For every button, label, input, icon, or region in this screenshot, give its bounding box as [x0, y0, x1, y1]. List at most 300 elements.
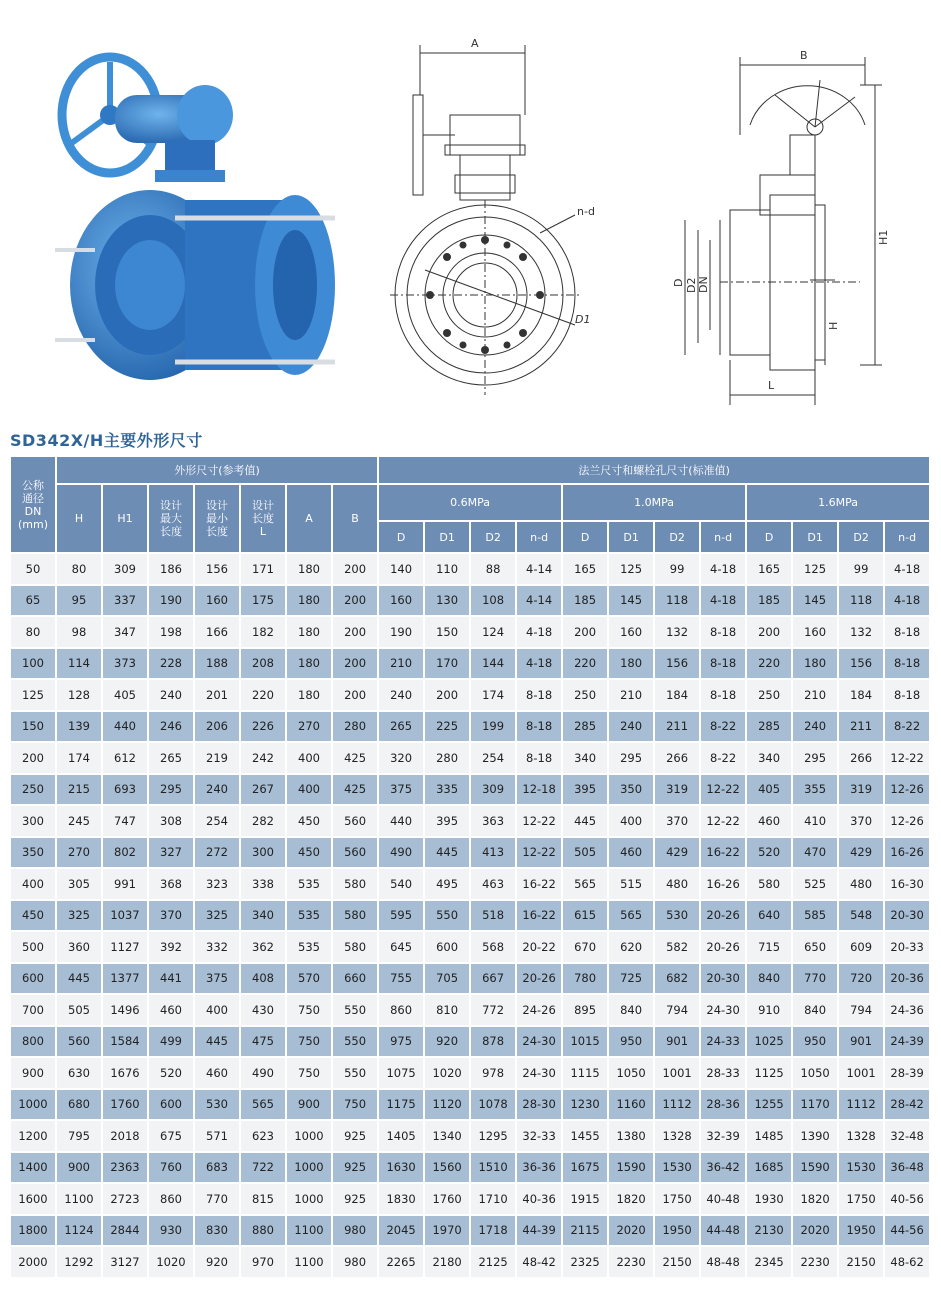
table-cell: 305	[57, 869, 101, 899]
table-cell: 600	[149, 1090, 193, 1120]
table-cell: 370	[655, 806, 699, 836]
col-D: D	[563, 522, 607, 552]
table-cell: 429	[655, 838, 699, 868]
table-cell: 360	[57, 932, 101, 962]
table-cell: 2325	[563, 1247, 607, 1277]
table-cell: 4-18	[701, 586, 745, 616]
table-cell: 830	[195, 1216, 239, 1246]
table-cell: 309	[103, 554, 147, 584]
table-cell: 363	[471, 806, 515, 836]
table-cell: 99	[839, 554, 883, 584]
table-cell: 794	[839, 995, 883, 1025]
table-cell: 185	[563, 586, 607, 616]
table-cell: 211	[655, 712, 699, 742]
table-cell: 425	[333, 775, 377, 805]
table-cell: 375	[195, 964, 239, 994]
table-row	[11, 743, 929, 773]
table-cell: 125	[609, 554, 653, 584]
table-cell: 705	[425, 964, 469, 994]
table-cell: 160	[793, 617, 837, 647]
table-cell: 250	[563, 680, 607, 710]
col-nd: n-d	[885, 522, 929, 552]
table-cell: 565	[609, 901, 653, 931]
table-cell: 160	[609, 617, 653, 647]
table-cell: 978	[471, 1058, 515, 1088]
dn-cell: 250	[11, 775, 55, 805]
table-cell: 156	[839, 649, 883, 679]
table-cell: 250	[747, 680, 791, 710]
table-cell: 840	[609, 995, 653, 1025]
table-cell: 810	[425, 995, 469, 1025]
dn-cell: 125	[11, 680, 55, 710]
table-cell: 40-48	[701, 1184, 745, 1214]
col-L-line-2: 长度	[252, 512, 274, 525]
table-cell: 400	[609, 806, 653, 836]
table-cell: 747	[103, 806, 147, 836]
table-cell: 20-26	[701, 932, 745, 962]
table-cell: 2363	[103, 1153, 147, 1183]
front-view-drawing	[385, 25, 645, 405]
table-cell: 8-18	[701, 680, 745, 710]
table-cell: 185	[747, 586, 791, 616]
table-cell: 174	[57, 743, 101, 773]
col-D2: D2	[655, 522, 699, 552]
dim-label-DN: DN	[697, 276, 710, 293]
outer-dimensions-header: 外形尺寸(参考值)	[57, 457, 377, 483]
table-cell: 4-14	[517, 554, 561, 584]
table-cell: 211	[839, 712, 883, 742]
table-cell: 1455	[563, 1121, 607, 1151]
col-H1: H1	[103, 485, 147, 552]
table-cell: 362	[241, 932, 285, 962]
table-cell: 44-56	[885, 1216, 929, 1246]
table-cell: 1820	[793, 1184, 837, 1214]
table-cell: 518	[471, 901, 515, 931]
table-cell: 327	[149, 838, 193, 868]
table-cell: 772	[471, 995, 515, 1025]
side-view-drawing	[660, 25, 900, 415]
table-cell: 226	[241, 712, 285, 742]
table-cell: 272	[195, 838, 239, 868]
table-cell: 280	[333, 712, 377, 742]
table-cell: 2844	[103, 1216, 147, 1246]
table-cell: 715	[747, 932, 791, 962]
col-min-length-line-3: 长度	[206, 525, 228, 538]
table-cell: 44-39	[517, 1216, 561, 1246]
table-cell: 1100	[287, 1247, 331, 1277]
dn-cell: 50	[11, 554, 55, 584]
table-cell: 210	[609, 680, 653, 710]
table-cell: 1530	[655, 1153, 699, 1183]
table-cell: 2180	[425, 1247, 469, 1277]
table-cell: 970	[241, 1247, 285, 1277]
table-cell: 505	[57, 995, 101, 1025]
table-cell: 98	[57, 617, 101, 647]
table-cell: 1590	[793, 1153, 837, 1183]
table-cell: 24-30	[517, 1058, 561, 1088]
table-cell: 215	[57, 775, 101, 805]
table-cell: 980	[333, 1247, 377, 1277]
dn-cell: 800	[11, 1027, 55, 1057]
table-cell: 24-33	[701, 1027, 745, 1057]
table-cell: 32-33	[517, 1121, 561, 1151]
table-cell: 270	[57, 838, 101, 868]
table-cell: 430	[241, 995, 285, 1025]
table-cell: 170	[425, 649, 469, 679]
table-cell: 12-22	[701, 775, 745, 805]
table-cell: 991	[103, 869, 147, 899]
dn-cell: 2000	[11, 1247, 55, 1277]
table-cell: 368	[149, 869, 193, 899]
table-cell: 375	[379, 775, 423, 805]
table-cell: 895	[563, 995, 607, 1025]
table-cell: 860	[379, 995, 423, 1025]
table-cell: 1590	[609, 1153, 653, 1183]
table-cell: 28-30	[517, 1090, 561, 1120]
table-cell: 2265	[379, 1247, 423, 1277]
table-cell: 340	[747, 743, 791, 773]
valve-photo	[55, 40, 345, 390]
table-cell: 1820	[609, 1184, 653, 1214]
table-cell: 180	[287, 680, 331, 710]
table-row	[11, 1216, 929, 1246]
table-cell: 325	[195, 901, 239, 931]
table-cell: 295	[793, 743, 837, 773]
table-cell: 582	[655, 932, 699, 962]
table-cell: 240	[379, 680, 423, 710]
table-cell: 99	[655, 554, 699, 584]
table-cell: 1496	[103, 995, 147, 1025]
table-cell: 560	[333, 838, 377, 868]
table-cell: 880	[241, 1216, 285, 1246]
table-cell: 180	[287, 554, 331, 584]
table-cell: 1255	[747, 1090, 791, 1120]
table-cell: 198	[149, 617, 193, 647]
table-cell: 180	[287, 586, 331, 616]
table-cell: 815	[241, 1184, 285, 1214]
table-cell: 200	[425, 680, 469, 710]
table-cell: 200	[333, 617, 377, 647]
table-cell: 184	[839, 680, 883, 710]
table-cell: 1630	[379, 1153, 423, 1183]
table-cell: 210	[793, 680, 837, 710]
table-cell: 8-18	[885, 680, 929, 710]
table-cell: 1127	[103, 932, 147, 962]
table-cell: 338	[241, 869, 285, 899]
table-cell: 480	[655, 869, 699, 899]
col-L-line-3: L	[259, 525, 267, 538]
table-cell: 2150	[839, 1247, 883, 1277]
table-cell: 165	[747, 554, 791, 584]
table-cell: 910	[747, 995, 791, 1025]
table-cell: 630	[57, 1058, 101, 1088]
table-cell: 2020	[793, 1216, 837, 1246]
table-cell: 900	[57, 1153, 101, 1183]
table-cell: 40-56	[885, 1184, 929, 1214]
table-cell: 210	[379, 649, 423, 679]
dn-cell: 1000	[11, 1090, 55, 1120]
table-cell: 24-30	[701, 995, 745, 1025]
table-cell: 750	[287, 995, 331, 1025]
table-cell: 8-18	[517, 680, 561, 710]
table-cell: 48-42	[517, 1247, 561, 1277]
table-cell: 319	[655, 775, 699, 805]
table-cell: 1970	[425, 1216, 469, 1246]
table-cell: 36-36	[517, 1153, 561, 1183]
table-cell: 118	[655, 586, 699, 616]
table-cell: 1390	[793, 1121, 837, 1151]
table-cell: 228	[149, 649, 193, 679]
dim-label-H1: H1	[877, 229, 890, 245]
table-cell: 20-36	[885, 964, 929, 994]
table-cell: 840	[747, 964, 791, 994]
table-cell: 413	[471, 838, 515, 868]
table-cell: 975	[379, 1027, 423, 1057]
table-cell: 445	[563, 806, 607, 836]
table-cell: 1230	[563, 1090, 607, 1120]
dim-label-D: D	[672, 278, 685, 287]
table-cell: 460	[149, 995, 193, 1025]
table-cell: 240	[149, 680, 193, 710]
table-cell: 1112	[839, 1090, 883, 1120]
table-cell: 930	[149, 1216, 193, 1246]
dn-cell: 150	[11, 712, 55, 742]
table-cell: 2130	[747, 1216, 791, 1246]
table-cell: 4-18	[517, 617, 561, 647]
table-cell: 1328	[839, 1121, 883, 1151]
table-cell: 1915	[563, 1184, 607, 1214]
table-cell: 520	[149, 1058, 193, 1088]
table-cell: 175	[241, 586, 285, 616]
dn-cell: 300	[11, 806, 55, 836]
dn-header-line-1: 公称	[22, 478, 44, 492]
table-cell: 24-36	[885, 995, 929, 1025]
table-cell: 347	[103, 617, 147, 647]
table-cell: 2020	[609, 1216, 653, 1246]
table-cell: 565	[563, 869, 607, 899]
table-cell: 1830	[379, 1184, 423, 1214]
table-cell: 530	[655, 901, 699, 931]
dn-cell: 450	[11, 901, 55, 931]
table-cell: 615	[563, 901, 607, 931]
table-cell: 408	[241, 964, 285, 994]
table-cell: 2230	[793, 1247, 837, 1277]
table-cell: 282	[241, 806, 285, 836]
table-cell: 285	[747, 712, 791, 742]
table-cell: 124	[471, 617, 515, 647]
table-cell: 1000	[287, 1153, 331, 1183]
table-cell: 645	[379, 932, 423, 962]
table-cell: 725	[609, 964, 653, 994]
table-cell: 220	[563, 649, 607, 679]
table-cell: 600	[425, 932, 469, 962]
table-cell: 720	[839, 964, 883, 994]
table-cell: 400	[195, 995, 239, 1025]
table-cell: 1115	[563, 1058, 607, 1088]
table-cell: 180	[609, 649, 653, 679]
table-row	[11, 1153, 929, 1183]
table-row	[11, 554, 929, 584]
table-cell: 490	[379, 838, 423, 868]
table-cell: 145	[793, 586, 837, 616]
col-D2: D2	[471, 522, 515, 552]
table-cell: 355	[793, 775, 837, 805]
table-header	[11, 457, 929, 552]
table-row	[11, 1058, 929, 1088]
table-cell: 140	[379, 554, 423, 584]
dn-cell: 65	[11, 586, 55, 616]
table-cell: 28-36	[701, 1090, 745, 1120]
table-cell: 405	[103, 680, 147, 710]
table-cell: 12-18	[517, 775, 561, 805]
table-cell: 130	[425, 586, 469, 616]
dn-cell: 900	[11, 1058, 55, 1088]
dim-label-A: A	[471, 37, 479, 50]
table-cell: 925	[333, 1184, 377, 1214]
table-cell: 8-18	[517, 712, 561, 742]
col-H: H	[57, 485, 101, 552]
dn-cell: 500	[11, 932, 55, 962]
table-cell: 95	[57, 586, 101, 616]
dimension-table	[9, 455, 931, 1279]
table-row	[11, 838, 929, 868]
table-cell: 145	[609, 586, 653, 616]
table-cell: 20-22	[517, 932, 561, 962]
table-row	[11, 964, 929, 994]
table-row	[11, 617, 929, 647]
table-cell: 1112	[655, 1090, 699, 1120]
table-cell: 475	[241, 1027, 285, 1057]
table-cell: 550	[333, 995, 377, 1025]
table-cell: 325	[57, 901, 101, 931]
table-cell: 445	[425, 838, 469, 868]
table-cell: 440	[103, 712, 147, 742]
table-cell: 1340	[425, 1121, 469, 1151]
table-cell: 571	[195, 1121, 239, 1151]
table-cell: 470	[793, 838, 837, 868]
table-cell: 400	[287, 743, 331, 773]
table-cell: 165	[563, 554, 607, 584]
dn-cell: 400	[11, 869, 55, 899]
table-cell: 8-18	[885, 617, 929, 647]
table-cell: 208	[241, 649, 285, 679]
table-cell: 445	[195, 1027, 239, 1057]
table-cell: 1950	[655, 1216, 699, 1246]
table-cell: 2018	[103, 1121, 147, 1151]
table-cell: 680	[57, 1090, 101, 1120]
table-cell: 460	[609, 838, 653, 868]
table-cell: 925	[333, 1121, 377, 1151]
table-cell: 300	[241, 838, 285, 868]
table-cell: 370	[839, 806, 883, 836]
dn-cell: 600	[11, 964, 55, 994]
table-cell: 1125	[747, 1058, 791, 1088]
table-cell: 171	[241, 554, 285, 584]
table-cell: 429	[839, 838, 883, 868]
col-D2: D2	[839, 522, 883, 552]
table-cell: 114	[57, 649, 101, 679]
table-cell: 265	[379, 712, 423, 742]
col-D1: D1	[609, 522, 653, 552]
table-cell: 2723	[103, 1184, 147, 1214]
table-cell: 499	[149, 1027, 193, 1057]
table-cell: 1292	[57, 1247, 101, 1277]
table-row	[11, 1090, 929, 1120]
table-cell: 48-62	[885, 1247, 929, 1277]
table-cell: 1025	[747, 1027, 791, 1057]
table-cell: 4-18	[885, 554, 929, 584]
table-cell: 12-22	[517, 838, 561, 868]
table-cell: 580	[333, 932, 377, 962]
table-cell: 370	[149, 901, 193, 931]
table-cell: 335	[425, 775, 469, 805]
table-cell: 144	[471, 649, 515, 679]
table-cell: 174	[471, 680, 515, 710]
table-cell: 1950	[839, 1216, 883, 1246]
table-row	[11, 1247, 929, 1277]
table-cell: 200	[333, 554, 377, 584]
col-max-length-line-2: 最大	[160, 512, 182, 525]
table-cell: 1760	[425, 1184, 469, 1214]
table-cell: 1685	[747, 1153, 791, 1183]
section-title: SD342X/H主要外形尺寸	[10, 431, 203, 450]
table-cell: 200	[563, 617, 607, 647]
table-row	[11, 869, 929, 899]
dim-label-D1: D1	[575, 313, 591, 326]
table-cell: 550	[425, 901, 469, 931]
table-cell: 4-18	[885, 586, 929, 616]
dn-cell: 80	[11, 617, 55, 647]
table-cell: 132	[839, 617, 883, 647]
col-min-length-line-2: 最小	[206, 512, 228, 525]
table-cell: 246	[149, 712, 193, 742]
table-cell: 48-48	[701, 1247, 745, 1277]
table-cell: 548	[839, 901, 883, 931]
table-cell: 1750	[839, 1184, 883, 1214]
table-cell: 219	[195, 743, 239, 773]
table-cell: 88	[471, 554, 515, 584]
table-cell: 1675	[563, 1153, 607, 1183]
table-cell: 8-18	[701, 649, 745, 679]
table-cell: 16-26	[885, 838, 929, 868]
table-cell: 156	[195, 554, 239, 584]
dn-cell: 1400	[11, 1153, 55, 1183]
table-row	[11, 901, 929, 931]
table-row	[11, 1121, 929, 1151]
table-cell: 40-36	[517, 1184, 561, 1214]
table-cell: 585	[793, 901, 837, 931]
table-cell: 8-22	[885, 712, 929, 742]
table-cell: 128	[57, 680, 101, 710]
table-cell: 693	[103, 775, 147, 805]
table-cell: 1124	[57, 1216, 101, 1246]
table-cell: 2150	[655, 1247, 699, 1277]
table-cell: 266	[839, 743, 883, 773]
table-cell: 32-48	[885, 1121, 929, 1151]
table-cell: 160	[195, 586, 239, 616]
table-cell: 319	[839, 775, 883, 805]
table-cell: 337	[103, 586, 147, 616]
table-cell: 1485	[747, 1121, 791, 1151]
table-cell: 568	[471, 932, 515, 962]
table-cell: 2125	[471, 1247, 515, 1277]
table-cell: 595	[379, 901, 423, 931]
table-cell: 44-48	[701, 1216, 745, 1246]
dim-label-nd: n-d	[577, 205, 595, 218]
table-cell: 580	[747, 869, 791, 899]
table-cell: 1100	[57, 1184, 101, 1214]
table-cell: 8-18	[701, 617, 745, 647]
